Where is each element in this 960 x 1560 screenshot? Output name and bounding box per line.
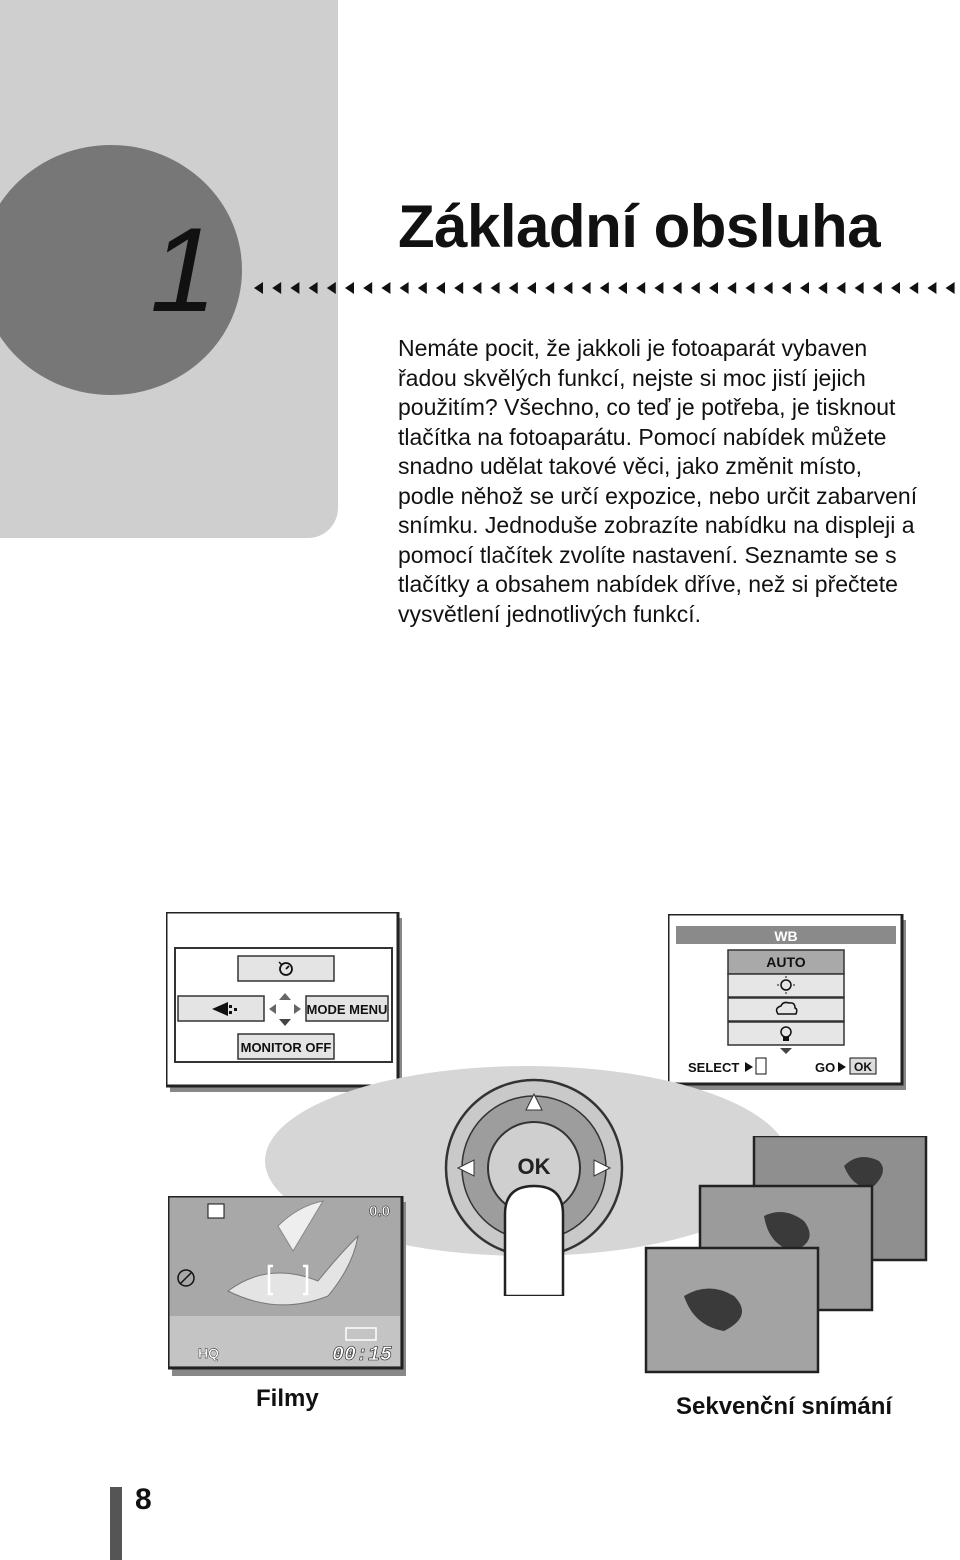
sequential-photos: [644, 1136, 932, 1380]
select-label: SELECT: [688, 1060, 740, 1075]
arrow-mark-icon: [654, 282, 663, 294]
arrow-mark-icon: [491, 282, 500, 294]
chapter-number: 1: [150, 203, 217, 337]
page-number: 8: [135, 1483, 152, 1516]
mode-menu-label: MODE MENU: [306, 1002, 388, 1017]
arrow-mark-icon: [745, 282, 754, 294]
arrow-mark-icon: [764, 282, 773, 294]
arrow-mark-icon: [636, 282, 645, 294]
exposure-value: 0.0: [369, 1203, 390, 1220]
arrow-mark-icon: [418, 282, 427, 294]
arrow-mark-icon: [727, 282, 736, 294]
arrow-mark-icon: [818, 282, 827, 294]
arrow-mark-icon: [563, 282, 572, 294]
arrow-mark-icon: [909, 282, 918, 294]
arrow-mark-icon: [873, 282, 882, 294]
arrow-mark-icon: [290, 282, 299, 294]
arrow-mark-icon: [855, 282, 864, 294]
wb-auto-option: AUTO: [766, 954, 806, 970]
arrow-mark-icon: [673, 282, 682, 294]
arrow-mark-icon: [800, 282, 809, 294]
arrow-mark-icon: [836, 282, 845, 294]
quality-label: HQ: [198, 1345, 219, 1361]
sequential-caption: Sekvenční snímání: [676, 1393, 893, 1420]
go-label: GO: [815, 1060, 836, 1075]
sequence-photo-1: [646, 1248, 818, 1372]
arrow-mark-icon: [454, 282, 463, 294]
movie-screen: [168, 1196, 408, 1378]
recording-timer: 00:15: [331, 1344, 392, 1367]
arrow-mark-icon: [272, 282, 281, 294]
arrow-mark-icon: [381, 282, 390, 294]
arrow-mark-icon: [527, 282, 536, 294]
arrow-mark-icon: [472, 282, 481, 294]
monitor-off-label: MONITOR OFF: [240, 1040, 332, 1055]
decorative-arrow-row: [248, 280, 960, 296]
arrow-mark-icon: [946, 282, 955, 294]
arrow-mark-icon: [509, 282, 518, 294]
arrow-mark-icon: [363, 282, 372, 294]
pad-ok-label: OK: [517, 1154, 551, 1179]
arrow-mark-icon: [345, 282, 354, 294]
arrow-mark-icon: [927, 282, 936, 294]
arrow-mark-icon: [782, 282, 791, 294]
chapter-title: Základní obsluha: [398, 193, 881, 260]
arrow-mark-icon: [254, 282, 263, 294]
movie-caption: Filmy: [256, 1385, 319, 1412]
finger-icon: [505, 1186, 563, 1296]
arrow-mark-icon: [400, 282, 409, 294]
arrow-mark-icon: [582, 282, 591, 294]
arrow-mark-icon: [436, 282, 445, 294]
intro-paragraph: Nemáte pocit, že jakkoli je fotoaparát vybaven řadou skvělých funkcí, nejste si moc jistí jejich použitím? Všechno, co teď je potřeba, je tisknout tlačítka na fotoaparátu. Pomocí nabídek můžete snadno udělat takové věci, jako změnit místo, podle něhož se určí expozice, nebo určit zabarvení snímku. Jednoduše zobrazíte nabídku na displeji a pomocí tlačítek zvolíte nastavení. Seznamte se s tlačítky a obsahem nabídek dříve, než si přečtete vysvětlení jednotlivých funkcí.: [398, 335, 918, 627]
movie-mode-icon: [208, 1204, 224, 1218]
arrow-mark-icon: [600, 282, 609, 294]
arrow-mark-icon: [709, 282, 718, 294]
wb-title: WB: [774, 928, 798, 944]
arrow-mark-icon: [691, 282, 700, 294]
page-number-bar: [110, 1487, 122, 1560]
arrow-mark-icon: [545, 282, 554, 294]
ok-box-label: OK: [854, 1060, 872, 1074]
arrow-mark-icon: [618, 282, 627, 294]
arrow-mark-icon: [327, 282, 336, 294]
arrow-mark-icon: [309, 282, 318, 294]
arrow-mark-icon: [891, 282, 900, 294]
